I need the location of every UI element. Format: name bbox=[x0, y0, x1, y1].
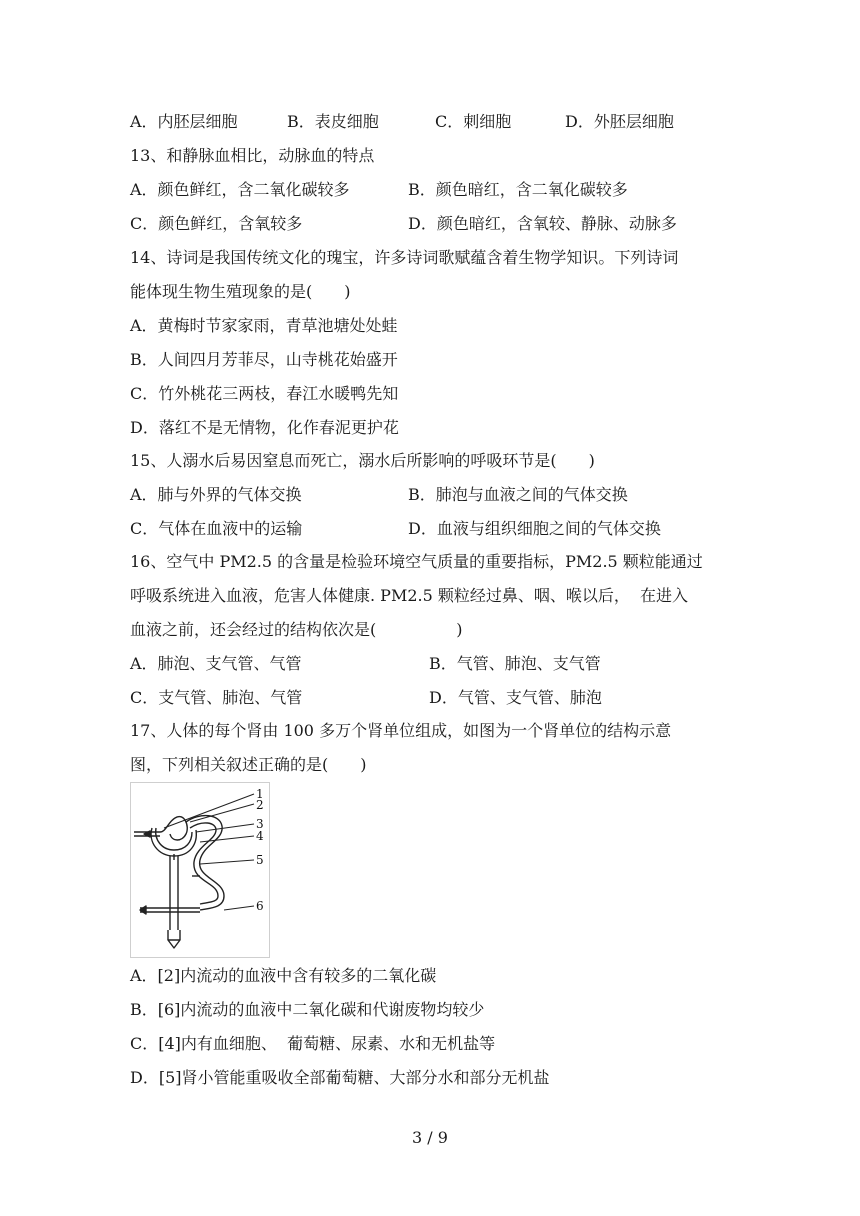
figure-label-1: 1 bbox=[256, 787, 264, 801]
q16-option-c: C．支气管、肺泡、气管 bbox=[130, 688, 303, 707]
q17-stem-line1: 17、人体的每个肾由 100 多万个肾单位组成，如图为一个肾单位的结构示意 bbox=[130, 721, 672, 740]
figure-label-5: 5 bbox=[256, 853, 264, 867]
q12-option-a: A．内胚层细胞 bbox=[130, 112, 238, 131]
q15-stem: 15、人溺水后易因窒息而死亡，溺水后所影响的呼吸环节是( ) bbox=[130, 451, 595, 470]
q15-option-c: C．气体在血液中的运输 bbox=[130, 519, 303, 538]
q16-stem-line3: 血液之前，还会经过的结构依次是( ) bbox=[130, 620, 463, 639]
q14-stem-line1: 14、诗词是我国传统文化的瑰宝，许多诗词歌赋蕴含着生物学知识。下列诗词 bbox=[130, 248, 679, 267]
q13-option-b: B．颜色暗红，含二氧化碳较多 bbox=[408, 180, 628, 199]
q15-option-b: B．肺泡与血液之间的气体交换 bbox=[408, 485, 628, 504]
q14-option-d: D．落红不是无情物，化作春泥更护花 bbox=[130, 418, 399, 437]
q15-option-a: A．肺与外界的气体交换 bbox=[130, 485, 302, 504]
figure-label-6: 6 bbox=[256, 899, 264, 913]
nephron-diagram bbox=[130, 782, 270, 958]
q12-option-b: B．表皮细胞 bbox=[287, 112, 379, 131]
page-number: 3 / 9 bbox=[412, 1128, 448, 1147]
q16-option-a: A．肺泡、支气管、气管 bbox=[130, 654, 302, 673]
q13-option-a: A．颜色鲜红，含二氧化碳较多 bbox=[130, 180, 350, 199]
q17-option-c: C．[4]内有血细胞、 葡萄糖、尿素、水和无机盐等 bbox=[130, 1034, 496, 1053]
q14-stem-line2: 能体现生物生殖现象的是( ) bbox=[130, 282, 351, 301]
figure-label-4: 4 bbox=[256, 829, 264, 843]
q16-stem-line2: 呼吸系统进入血液，危害人体健康. PM2.5 颗粒经过鼻、咽、喉以后， 在进入 bbox=[130, 586, 689, 605]
q13-stem: 13、和静脉血相比，动脉血的特点 bbox=[130, 146, 375, 165]
q17-stem-line2: 图，下列相关叙述正确的是( ) bbox=[130, 755, 367, 774]
q16-option-d: D．气管、支气管、肺泡 bbox=[429, 688, 602, 707]
q14-option-b: B．人间四月芳菲尽，山寺桃花始盛开 bbox=[130, 350, 398, 369]
q14-option-c: C．竹外桃花三两枝，春江水暖鸭先知 bbox=[130, 384, 399, 403]
q17-option-b: B．[6]内流动的血液中二氧化碳和代谢废物均较少 bbox=[130, 1000, 485, 1019]
q16-option-b: B．气管、肺泡、支气管 bbox=[429, 654, 601, 673]
q17-option-d: D．[5]肾小管能重吸收全部葡萄糖、大部分水和部分无机盐 bbox=[130, 1068, 550, 1087]
figure-label-2: 2 bbox=[256, 798, 264, 812]
q16-stem-line1: 16、空气中 PM2.5 的含量是检验环境空气质量的重要指标，PM2.5 颗粒能通过 bbox=[130, 552, 703, 571]
q14-option-a: A．黄梅时节家家雨，青草池塘处处蛙 bbox=[130, 316, 398, 335]
q17-option-a: A．[2]内流动的血液中含有较多的二氧化碳 bbox=[130, 966, 437, 985]
q12-option-d: D．外胚层细胞 bbox=[565, 112, 674, 131]
q13-option-d: D．颜色暗红，含氧较、静脉、动脉多 bbox=[408, 214, 677, 233]
q15-option-d: D．血液与组织细胞之间的气体交换 bbox=[408, 519, 661, 538]
figure-label-3: 3 bbox=[256, 817, 264, 831]
q12-option-c: C．刺细胞 bbox=[435, 112, 512, 131]
q13-option-c: C．颜色鲜红，含氧较多 bbox=[130, 214, 303, 233]
